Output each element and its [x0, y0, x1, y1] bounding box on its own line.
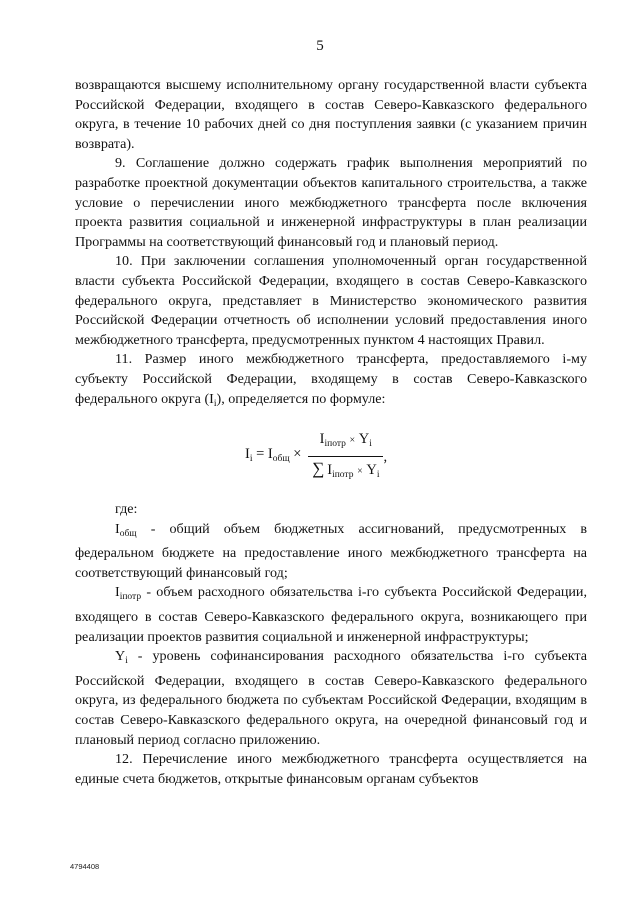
paragraph-11-subscript: i [213, 398, 217, 409]
definition-text: - уровень софинансирования расходного обязательства i-го субъекта Российской Федерации, входящего в состав Северо-Кавказского федерального округа, из федерального бюджета по субъектам Российской Федерации, входящим в состав Северо-Кавказского федерального округа, на очередной финансовый год и плановый период согласно приложению. [75, 648, 587, 748]
definition-text: - общий объем бюджетных ассигнований, предусмотренных в федеральном бюджете на предоставление иного межбюджетного трансферта на соответствующий финансовый год; [75, 520, 587, 581]
formula-expression: $I_i = I_{общ}$ × $\frac{I_{iпотр} \times Y_i}{\sum I_{iпотр} \times Y_i}$ , [245, 430, 387, 485]
definition-symbol: $I_{общ}$ [115, 520, 137, 539]
formula-fraction [308, 430, 383, 485]
paragraph-11-tail: ), определяется по формуле: [216, 390, 386, 407]
definition-y-i [75, 647, 587, 750]
definition-symbol: $Y_i$ [115, 648, 128, 667]
definition-i-obsh [75, 520, 587, 584]
document-id: 4794408 [70, 862, 100, 871]
paragraph-9: 9. Соглашение должно содержать график выполнения мероприятий по разработке проектной документации объектов капитального строительства, а также условие о перечислении иного межбюджетного трансферта после включения проекта развития социальной и инженерной инфраструктуры в план реализации Программы на соответствующий финансовый год и плановый период. [75, 155, 587, 250]
paragraph-11 [75, 350, 587, 414]
paragraph-10: 10. При заключении соглашения уполномоченный орган государственной власти субъекта Российской Федерации, входящего в состав Северо-Кавказского федерального округа, представляет в Министерство экономического развития Российской Федерации отчетность об исполнении условий предоставления иного межбюджетного трансферта, предусмотренных пунктом 4 настоящих Правил. [75, 253, 587, 348]
where-label: где: [115, 501, 138, 518]
page-number: 5 [316, 38, 324, 54]
formula-denominator: ∑ $I_{iпотр} \times Y_i$ [312, 458, 380, 480]
definition-text: - объем расходного обязательства i-го субъекта Российской Федерации, входящего в состав Северо-Кавказского федерального округа, возникающего при реализации проектов развития социальной и инженерной инфраструктуры; [75, 584, 587, 645]
definition-symbol: $I_{iпотр}$ [115, 584, 142, 603]
formula [75, 426, 587, 484]
paragraph-continuation: возвращаются высшему исполнительному органу государственной власти субъекта Российской Федерации, входящего в состав Северо-Кавказского федерального округа, в течение 10 рабочих дней со дня поступления заявки (с указанием причин возврата). [75, 77, 587, 152]
formula-lhs: $I_i = I_{общ}$ × [245, 446, 302, 465]
document-body [75, 76, 587, 789]
paragraph-11-text: 11. Размер иного межбюджетного трансферта, предоставляемого i-му субъекту Российской Федерации, входящему в состав Северо-Кавказского федерального округа (I [75, 351, 587, 407]
sigma-symbol: ∑ [312, 458, 325, 478]
formula-numerator: $I_{iпотр} \times Y_i$ [308, 430, 383, 457]
paragraph-12: 12. Перечисление иного межбюджетного трансферта осуществляется на единые счета бюджетов, открытые финансовым органам субъектов [75, 751, 587, 787]
definition-i-inotr [75, 583, 587, 647]
